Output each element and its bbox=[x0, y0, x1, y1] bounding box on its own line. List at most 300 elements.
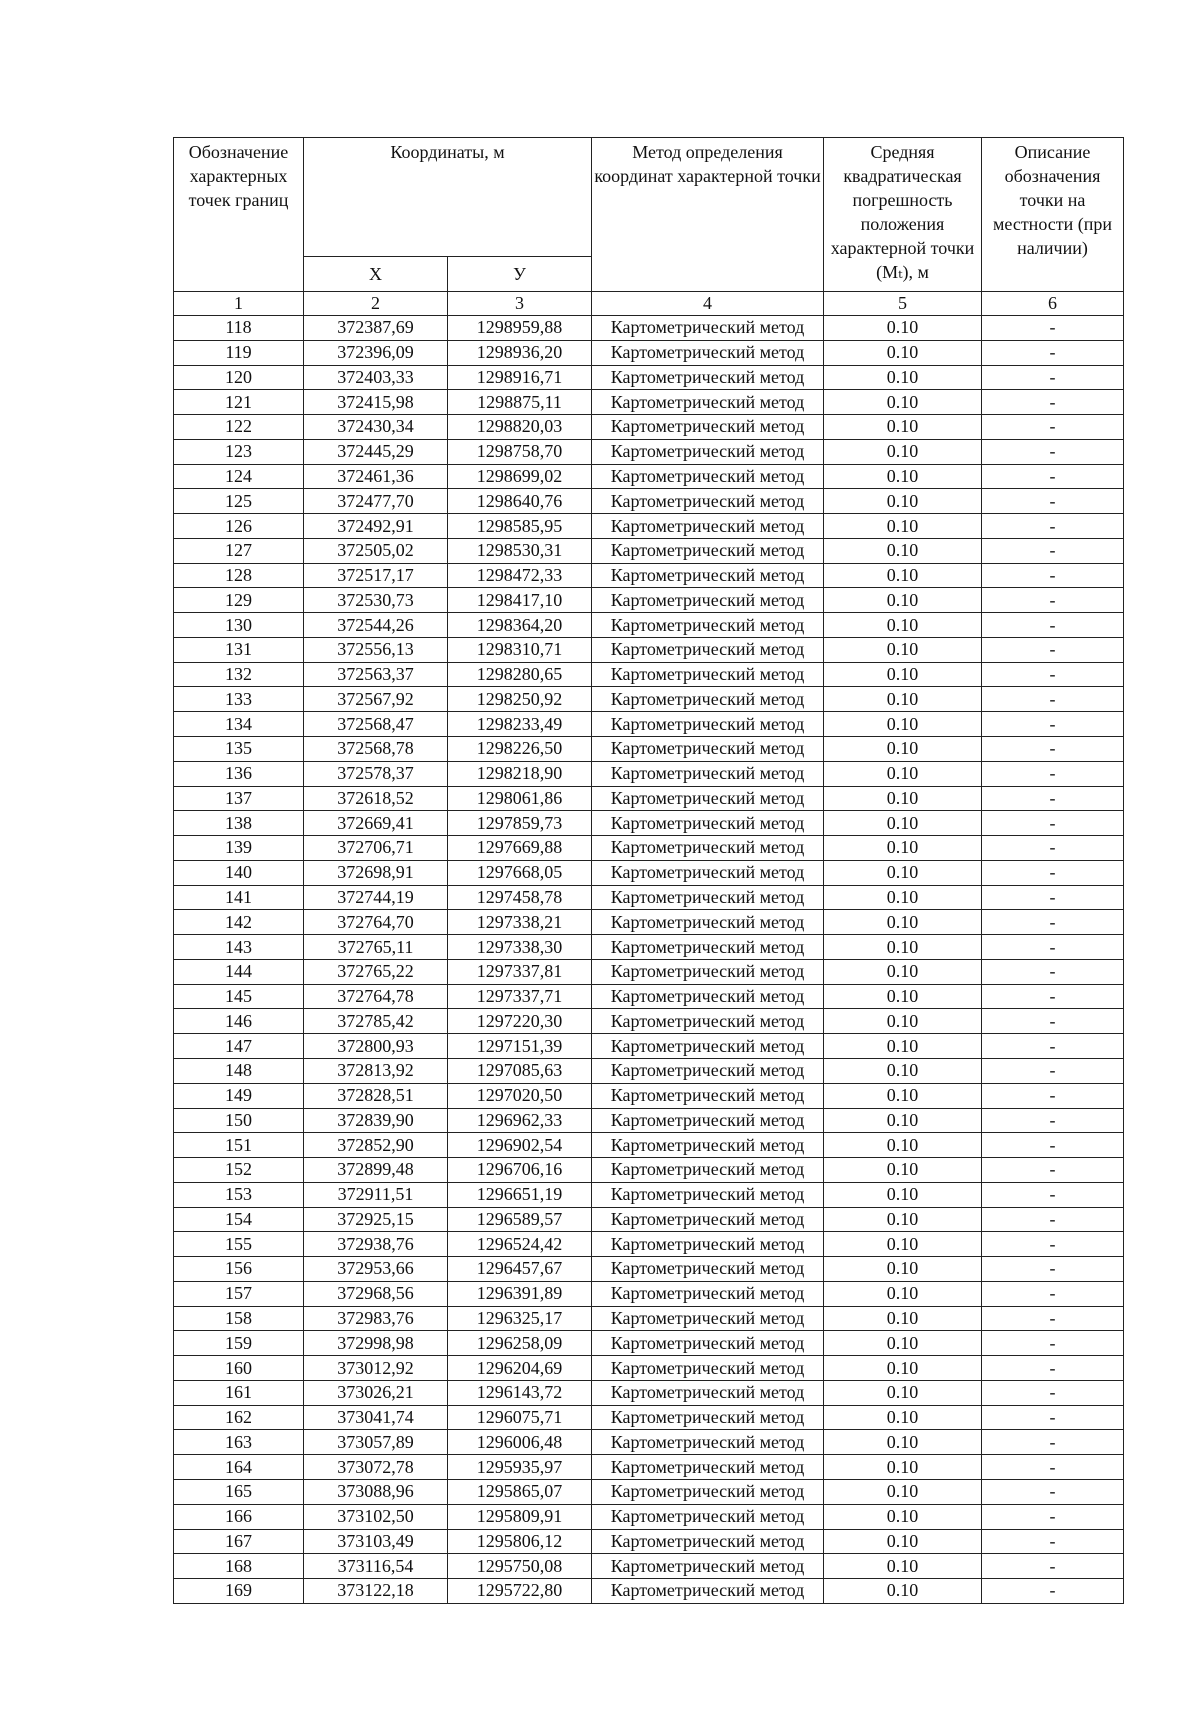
y-coordinate-cell: 1295865,07 bbox=[448, 1479, 592, 1504]
error-cell: 0.10 bbox=[824, 1356, 982, 1381]
description-cell: - bbox=[982, 786, 1124, 811]
description-cell: - bbox=[982, 390, 1124, 415]
column-number: 1 bbox=[174, 292, 304, 316]
y-coordinate-cell: 1298585,95 bbox=[448, 514, 592, 539]
description-cell: - bbox=[982, 761, 1124, 786]
x-coordinate-cell: 372568,78 bbox=[304, 737, 448, 762]
method-cell: Картометрический метод bbox=[592, 439, 824, 464]
method-cell: Картометрический метод bbox=[592, 1232, 824, 1257]
error-cell: 0.10 bbox=[824, 712, 982, 737]
y-coordinate-cell: 1298875,11 bbox=[448, 390, 592, 415]
error-cell: 0.10 bbox=[824, 538, 982, 563]
table-row bbox=[174, 365, 1124, 390]
description-cell: - bbox=[982, 1331, 1124, 1356]
y-coordinate-cell: 1297458,78 bbox=[448, 885, 592, 910]
method-cell: Картометрический метод bbox=[592, 1034, 824, 1059]
description-cell: - bbox=[982, 588, 1124, 613]
table-row bbox=[174, 613, 1124, 638]
description-cell: - bbox=[982, 1405, 1124, 1430]
x-coordinate-cell: 372396,09 bbox=[304, 340, 448, 365]
x-coordinate-cell: 372563,37 bbox=[304, 662, 448, 687]
table-row bbox=[174, 637, 1124, 662]
error-cell: 0.10 bbox=[824, 1009, 982, 1034]
x-coordinate-cell: 373057,89 bbox=[304, 1430, 448, 1455]
description-cell: - bbox=[982, 1108, 1124, 1133]
point-number-cell: 118 bbox=[174, 316, 304, 341]
table-row bbox=[174, 1009, 1124, 1034]
method-cell: Картометрический метод bbox=[592, 415, 824, 440]
error-cell: 0.10 bbox=[824, 563, 982, 588]
description-cell: - bbox=[982, 1058, 1124, 1083]
error-cell: 0.10 bbox=[824, 1529, 982, 1554]
y-coordinate-cell: 1298250,92 bbox=[448, 687, 592, 712]
table-row bbox=[174, 1455, 1124, 1480]
description-cell: - bbox=[982, 1529, 1124, 1554]
table-row bbox=[174, 464, 1124, 489]
method-cell: Картометрический метод bbox=[592, 1579, 824, 1604]
x-coordinate-cell: 372445,29 bbox=[304, 439, 448, 464]
x-coordinate-cell: 372568,47 bbox=[304, 712, 448, 737]
x-coordinate-cell: 373103,49 bbox=[304, 1529, 448, 1554]
point-number-cell: 147 bbox=[174, 1034, 304, 1059]
point-number-cell: 125 bbox=[174, 489, 304, 514]
table-row bbox=[174, 860, 1124, 885]
x-coordinate-cell: 373026,21 bbox=[304, 1380, 448, 1405]
error-cell: 0.10 bbox=[824, 761, 982, 786]
x-coordinate-cell: 372544,26 bbox=[304, 613, 448, 638]
header-x: Х bbox=[304, 257, 448, 292]
point-number-cell: 168 bbox=[174, 1554, 304, 1579]
description-cell: - bbox=[982, 885, 1124, 910]
method-cell: Картометрический метод bbox=[592, 1455, 824, 1480]
table-row bbox=[174, 662, 1124, 687]
point-number-cell: 160 bbox=[174, 1356, 304, 1381]
point-number-cell: 148 bbox=[174, 1058, 304, 1083]
y-coordinate-cell: 1297669,88 bbox=[448, 836, 592, 861]
point-number-cell: 131 bbox=[174, 637, 304, 662]
point-number-cell: 135 bbox=[174, 737, 304, 762]
error-cell: 0.10 bbox=[824, 885, 982, 910]
table-body bbox=[174, 316, 1124, 1604]
x-coordinate-cell: 372765,11 bbox=[304, 935, 448, 960]
y-coordinate-cell: 1296204,69 bbox=[448, 1356, 592, 1381]
error-cell: 0.10 bbox=[824, 365, 982, 390]
point-number-cell: 155 bbox=[174, 1232, 304, 1257]
method-cell: Картометрический метод bbox=[592, 1479, 824, 1504]
table-row bbox=[174, 563, 1124, 588]
error-cell: 0.10 bbox=[824, 588, 982, 613]
x-coordinate-cell: 372998,98 bbox=[304, 1331, 448, 1356]
x-coordinate-cell: 372403,33 bbox=[304, 365, 448, 390]
point-number-cell: 123 bbox=[174, 439, 304, 464]
x-coordinate-cell: 372911,51 bbox=[304, 1182, 448, 1207]
description-cell: - bbox=[982, 1083, 1124, 1108]
y-coordinate-cell: 1296902,54 bbox=[448, 1133, 592, 1158]
error-cell: 0.10 bbox=[824, 1504, 982, 1529]
error-cell: 0.10 bbox=[824, 1455, 982, 1480]
table-row bbox=[174, 984, 1124, 1009]
error-cell: 0.10 bbox=[824, 1083, 982, 1108]
point-number-cell: 120 bbox=[174, 365, 304, 390]
column-number: 4 bbox=[592, 292, 824, 316]
method-cell: Картометрический метод bbox=[592, 1356, 824, 1381]
x-coordinate-cell: 372839,90 bbox=[304, 1108, 448, 1133]
table-row bbox=[174, 1579, 1124, 1604]
x-coordinate-cell: 373088,96 bbox=[304, 1479, 448, 1504]
error-cell: 0.10 bbox=[824, 860, 982, 885]
point-number-cell: 145 bbox=[174, 984, 304, 1009]
method-cell: Картометрический метод bbox=[592, 1306, 824, 1331]
description-cell: - bbox=[982, 365, 1124, 390]
description-cell: - bbox=[982, 613, 1124, 638]
y-coordinate-cell: 1297151,39 bbox=[448, 1034, 592, 1059]
method-cell: Картометрический метод bbox=[592, 538, 824, 563]
table-row bbox=[174, 935, 1124, 960]
description-cell: - bbox=[982, 662, 1124, 687]
x-coordinate-cell: 372505,02 bbox=[304, 538, 448, 563]
error-cell: 0.10 bbox=[824, 415, 982, 440]
table-row bbox=[174, 390, 1124, 415]
y-coordinate-cell: 1295750,08 bbox=[448, 1554, 592, 1579]
point-number-cell: 127 bbox=[174, 538, 304, 563]
x-coordinate-cell: 372706,71 bbox=[304, 836, 448, 861]
method-cell: Картометрический метод bbox=[592, 1405, 824, 1430]
point-number-cell: 139 bbox=[174, 836, 304, 861]
table-row bbox=[174, 1405, 1124, 1430]
description-cell: - bbox=[982, 1182, 1124, 1207]
point-number-cell: 142 bbox=[174, 910, 304, 935]
y-coordinate-cell: 1298233,49 bbox=[448, 712, 592, 737]
point-number-cell: 149 bbox=[174, 1083, 304, 1108]
y-coordinate-cell: 1297338,21 bbox=[448, 910, 592, 935]
x-coordinate-cell: 372899,48 bbox=[304, 1158, 448, 1183]
method-cell: Картометрический метод bbox=[592, 1108, 824, 1133]
table-row bbox=[174, 1083, 1124, 1108]
method-cell: Картометрический метод bbox=[592, 365, 824, 390]
method-cell: Картометрический метод bbox=[592, 662, 824, 687]
y-coordinate-cell: 1297338,30 bbox=[448, 935, 592, 960]
point-number-cell: 164 bbox=[174, 1455, 304, 1480]
method-cell: Картометрический метод bbox=[592, 637, 824, 662]
y-coordinate-cell: 1296075,71 bbox=[448, 1405, 592, 1430]
y-coordinate-cell: 1298820,03 bbox=[448, 415, 592, 440]
point-number-cell: 143 bbox=[174, 935, 304, 960]
y-coordinate-cell: 1297337,81 bbox=[448, 959, 592, 984]
y-coordinate-cell: 1297085,63 bbox=[448, 1058, 592, 1083]
table-row bbox=[174, 836, 1124, 861]
method-cell: Картометрический метод bbox=[592, 1529, 824, 1554]
table-row bbox=[174, 489, 1124, 514]
method-cell: Картометрический метод bbox=[592, 984, 824, 1009]
point-number-cell: 141 bbox=[174, 885, 304, 910]
x-coordinate-cell: 372938,76 bbox=[304, 1232, 448, 1257]
x-coordinate-cell: 372764,78 bbox=[304, 984, 448, 1009]
error-cell: 0.10 bbox=[824, 1479, 982, 1504]
table-row bbox=[174, 1281, 1124, 1306]
method-cell: Картометрический метод bbox=[592, 712, 824, 737]
point-number-cell: 163 bbox=[174, 1430, 304, 1455]
error-cell: 0.10 bbox=[824, 1430, 982, 1455]
error-cell: 0.10 bbox=[824, 1331, 982, 1356]
y-coordinate-cell: 1298472,33 bbox=[448, 563, 592, 588]
y-coordinate-cell: 1298417,10 bbox=[448, 588, 592, 613]
x-coordinate-cell: 372430,34 bbox=[304, 415, 448, 440]
table-row bbox=[174, 439, 1124, 464]
x-coordinate-cell: 373041,74 bbox=[304, 1405, 448, 1430]
error-cell: 0.10 bbox=[824, 316, 982, 341]
y-coordinate-cell: 1296325,17 bbox=[448, 1306, 592, 1331]
error-cell: 0.10 bbox=[824, 340, 982, 365]
table-row bbox=[174, 737, 1124, 762]
description-cell: - bbox=[982, 860, 1124, 885]
method-cell: Картометрический метод bbox=[592, 1504, 824, 1529]
y-coordinate-cell: 1296589,57 bbox=[448, 1207, 592, 1232]
y-coordinate-cell: 1296006,48 bbox=[448, 1430, 592, 1455]
y-coordinate-cell: 1296391,89 bbox=[448, 1281, 592, 1306]
y-coordinate-cell: 1295809,91 bbox=[448, 1504, 592, 1529]
column-number: 6 bbox=[982, 292, 1124, 316]
y-coordinate-cell: 1298959,88 bbox=[448, 316, 592, 341]
description-cell: - bbox=[982, 1306, 1124, 1331]
description-cell: - bbox=[982, 910, 1124, 935]
y-coordinate-cell: 1297337,71 bbox=[448, 984, 592, 1009]
error-cell: 0.10 bbox=[824, 613, 982, 638]
table-row bbox=[174, 415, 1124, 440]
description-cell: - bbox=[982, 1034, 1124, 1059]
description-cell: - bbox=[982, 1257, 1124, 1282]
description-cell: - bbox=[982, 1356, 1124, 1381]
x-coordinate-cell: 372530,73 bbox=[304, 588, 448, 613]
description-cell: - bbox=[982, 959, 1124, 984]
x-coordinate-cell: 372477,70 bbox=[304, 489, 448, 514]
method-cell: Картометрический метод bbox=[592, 1281, 824, 1306]
x-coordinate-cell: 373012,92 bbox=[304, 1356, 448, 1381]
method-cell: Картометрический метод bbox=[592, 489, 824, 514]
description-cell: - bbox=[982, 439, 1124, 464]
description-cell: - bbox=[982, 712, 1124, 737]
point-number-cell: 161 bbox=[174, 1380, 304, 1405]
method-cell: Картометрический метод bbox=[592, 910, 824, 935]
method-cell: Картометрический метод bbox=[592, 1430, 824, 1455]
y-coordinate-cell: 1298699,02 bbox=[448, 464, 592, 489]
y-coordinate-cell: 1298530,31 bbox=[448, 538, 592, 563]
method-cell: Картометрический метод bbox=[592, 563, 824, 588]
x-coordinate-cell: 373116,54 bbox=[304, 1554, 448, 1579]
error-cell: 0.10 bbox=[824, 1257, 982, 1282]
y-coordinate-cell: 1298758,70 bbox=[448, 439, 592, 464]
x-coordinate-cell: 372567,92 bbox=[304, 687, 448, 712]
method-cell: Картометрический метод bbox=[592, 959, 824, 984]
error-cell: 0.10 bbox=[824, 439, 982, 464]
y-coordinate-cell: 1298364,20 bbox=[448, 613, 592, 638]
error-cell: 0.10 bbox=[824, 1232, 982, 1257]
y-coordinate-cell: 1298936,20 bbox=[448, 340, 592, 365]
x-coordinate-cell: 372517,17 bbox=[304, 563, 448, 588]
point-number-cell: 146 bbox=[174, 1009, 304, 1034]
point-number-cell: 166 bbox=[174, 1504, 304, 1529]
table-row bbox=[174, 687, 1124, 712]
coordinates-table bbox=[173, 137, 1124, 1604]
description-cell: - bbox=[982, 1479, 1124, 1504]
error-cell: 0.10 bbox=[824, 811, 982, 836]
column-number: 2 bbox=[304, 292, 448, 316]
point-number-cell: 137 bbox=[174, 786, 304, 811]
y-coordinate-cell: 1296651,19 bbox=[448, 1182, 592, 1207]
error-cell: 0.10 bbox=[824, 1306, 982, 1331]
error-cell: 0.10 bbox=[824, 637, 982, 662]
table-row bbox=[174, 910, 1124, 935]
x-coordinate-cell: 372968,56 bbox=[304, 1281, 448, 1306]
description-cell: - bbox=[982, 1455, 1124, 1480]
error-cell: 0.10 bbox=[824, 1058, 982, 1083]
y-coordinate-cell: 1298218,90 bbox=[448, 761, 592, 786]
x-coordinate-cell: 372492,91 bbox=[304, 514, 448, 539]
x-coordinate-cell: 372785,42 bbox=[304, 1009, 448, 1034]
x-coordinate-cell: 372953,66 bbox=[304, 1257, 448, 1282]
x-coordinate-cell: 373122,18 bbox=[304, 1579, 448, 1604]
x-coordinate-cell: 372578,37 bbox=[304, 761, 448, 786]
header-error: Средняя квадратическая погрешность положения характерной точки (Mₜ), м bbox=[824, 138, 982, 292]
error-cell: 0.10 bbox=[824, 1158, 982, 1183]
column-number-row bbox=[174, 292, 1124, 316]
y-coordinate-cell: 1297220,30 bbox=[448, 1009, 592, 1034]
description-cell: - bbox=[982, 538, 1124, 563]
error-cell: 0.10 bbox=[824, 786, 982, 811]
method-cell: Картометрический метод bbox=[592, 514, 824, 539]
point-number-cell: 132 bbox=[174, 662, 304, 687]
method-cell: Картометрический метод bbox=[592, 737, 824, 762]
table-header bbox=[174, 138, 1124, 316]
point-number-cell: 153 bbox=[174, 1182, 304, 1207]
method-cell: Картометрический метод bbox=[592, 786, 824, 811]
point-number-cell: 169 bbox=[174, 1579, 304, 1604]
y-coordinate-cell: 1297859,73 bbox=[448, 811, 592, 836]
x-coordinate-cell: 373102,50 bbox=[304, 1504, 448, 1529]
description-cell: - bbox=[982, 1579, 1124, 1604]
table-row bbox=[174, 1108, 1124, 1133]
point-number-cell: 157 bbox=[174, 1281, 304, 1306]
error-cell: 0.10 bbox=[824, 390, 982, 415]
table-row bbox=[174, 588, 1124, 613]
point-number-cell: 138 bbox=[174, 811, 304, 836]
method-cell: Картометрический метод bbox=[592, 860, 824, 885]
y-coordinate-cell: 1298280,65 bbox=[448, 662, 592, 687]
method-cell: Картометрический метод bbox=[592, 935, 824, 960]
point-number-cell: 152 bbox=[174, 1158, 304, 1183]
column-number: 5 bbox=[824, 292, 982, 316]
method-cell: Картометрический метод bbox=[592, 1083, 824, 1108]
table-row bbox=[174, 1133, 1124, 1158]
description-cell: - bbox=[982, 340, 1124, 365]
x-coordinate-cell: 372925,15 bbox=[304, 1207, 448, 1232]
table-row bbox=[174, 1529, 1124, 1554]
error-cell: 0.10 bbox=[824, 489, 982, 514]
description-cell: - bbox=[982, 1380, 1124, 1405]
error-cell: 0.10 bbox=[824, 662, 982, 687]
y-coordinate-cell: 1298310,71 bbox=[448, 637, 592, 662]
method-cell: Картометрический метод bbox=[592, 836, 824, 861]
error-cell: 0.10 bbox=[824, 935, 982, 960]
point-number-cell: 144 bbox=[174, 959, 304, 984]
error-cell: 0.10 bbox=[824, 464, 982, 489]
description-cell: - bbox=[982, 836, 1124, 861]
x-coordinate-cell: 372800,93 bbox=[304, 1034, 448, 1059]
method-cell: Картометрический метод bbox=[592, 1133, 824, 1158]
description-cell: - bbox=[982, 1207, 1124, 1232]
x-coordinate-cell: 372669,41 bbox=[304, 811, 448, 836]
error-cell: 0.10 bbox=[824, 1108, 982, 1133]
header-y: У bbox=[448, 257, 592, 292]
table-row bbox=[174, 1504, 1124, 1529]
x-coordinate-cell: 372698,91 bbox=[304, 860, 448, 885]
description-cell: - bbox=[982, 1504, 1124, 1529]
x-coordinate-cell: 372983,76 bbox=[304, 1306, 448, 1331]
table-row bbox=[174, 1554, 1124, 1579]
table-row bbox=[174, 761, 1124, 786]
table-row bbox=[174, 1207, 1124, 1232]
description-cell: - bbox=[982, 811, 1124, 836]
point-number-cell: 134 bbox=[174, 712, 304, 737]
description-cell: - bbox=[982, 737, 1124, 762]
point-number-cell: 165 bbox=[174, 1479, 304, 1504]
description-cell: - bbox=[982, 1281, 1124, 1306]
description-cell: - bbox=[982, 563, 1124, 588]
column-number: 3 bbox=[448, 292, 592, 316]
point-number-cell: 150 bbox=[174, 1108, 304, 1133]
point-number-cell: 151 bbox=[174, 1133, 304, 1158]
method-cell: Картометрический метод bbox=[592, 1182, 824, 1207]
table-row bbox=[174, 1158, 1124, 1183]
point-number-cell: 119 bbox=[174, 340, 304, 365]
x-coordinate-cell: 372765,22 bbox=[304, 959, 448, 984]
method-cell: Картометрический метод bbox=[592, 464, 824, 489]
y-coordinate-cell: 1296143,72 bbox=[448, 1380, 592, 1405]
x-coordinate-cell: 372764,70 bbox=[304, 910, 448, 935]
table-row bbox=[174, 538, 1124, 563]
table-row bbox=[174, 712, 1124, 737]
table-row bbox=[174, 1380, 1124, 1405]
error-cell: 0.10 bbox=[824, 1405, 982, 1430]
header-description: Описание обозначения точки на местности (при наличии) bbox=[982, 138, 1124, 292]
error-cell: 0.10 bbox=[824, 514, 982, 539]
method-cell: Картометрический метод bbox=[592, 1380, 824, 1405]
description-cell: - bbox=[982, 1009, 1124, 1034]
method-cell: Картометрический метод bbox=[592, 1158, 824, 1183]
y-coordinate-cell: 1296457,67 bbox=[448, 1257, 592, 1282]
x-coordinate-cell: 372556,13 bbox=[304, 637, 448, 662]
point-number-cell: 130 bbox=[174, 613, 304, 638]
description-cell: - bbox=[982, 489, 1124, 514]
header-coordinates: Координаты, м bbox=[304, 138, 592, 257]
table-row bbox=[174, 1430, 1124, 1455]
point-number-cell: 140 bbox=[174, 860, 304, 885]
y-coordinate-cell: 1297668,05 bbox=[448, 860, 592, 885]
point-number-cell: 133 bbox=[174, 687, 304, 712]
point-number-cell: 158 bbox=[174, 1306, 304, 1331]
error-cell: 0.10 bbox=[824, 1579, 982, 1604]
y-coordinate-cell: 1297020,50 bbox=[448, 1083, 592, 1108]
y-coordinate-cell: 1298226,50 bbox=[448, 737, 592, 762]
error-cell: 0.10 bbox=[824, 1380, 982, 1405]
description-cell: - bbox=[982, 1554, 1124, 1579]
table-row bbox=[174, 514, 1124, 539]
x-coordinate-cell: 372618,52 bbox=[304, 786, 448, 811]
table-row bbox=[174, 1034, 1124, 1059]
y-coordinate-cell: 1298061,86 bbox=[448, 786, 592, 811]
description-cell: - bbox=[982, 984, 1124, 1009]
y-coordinate-cell: 1295806,12 bbox=[448, 1529, 592, 1554]
error-cell: 0.10 bbox=[824, 1182, 982, 1207]
